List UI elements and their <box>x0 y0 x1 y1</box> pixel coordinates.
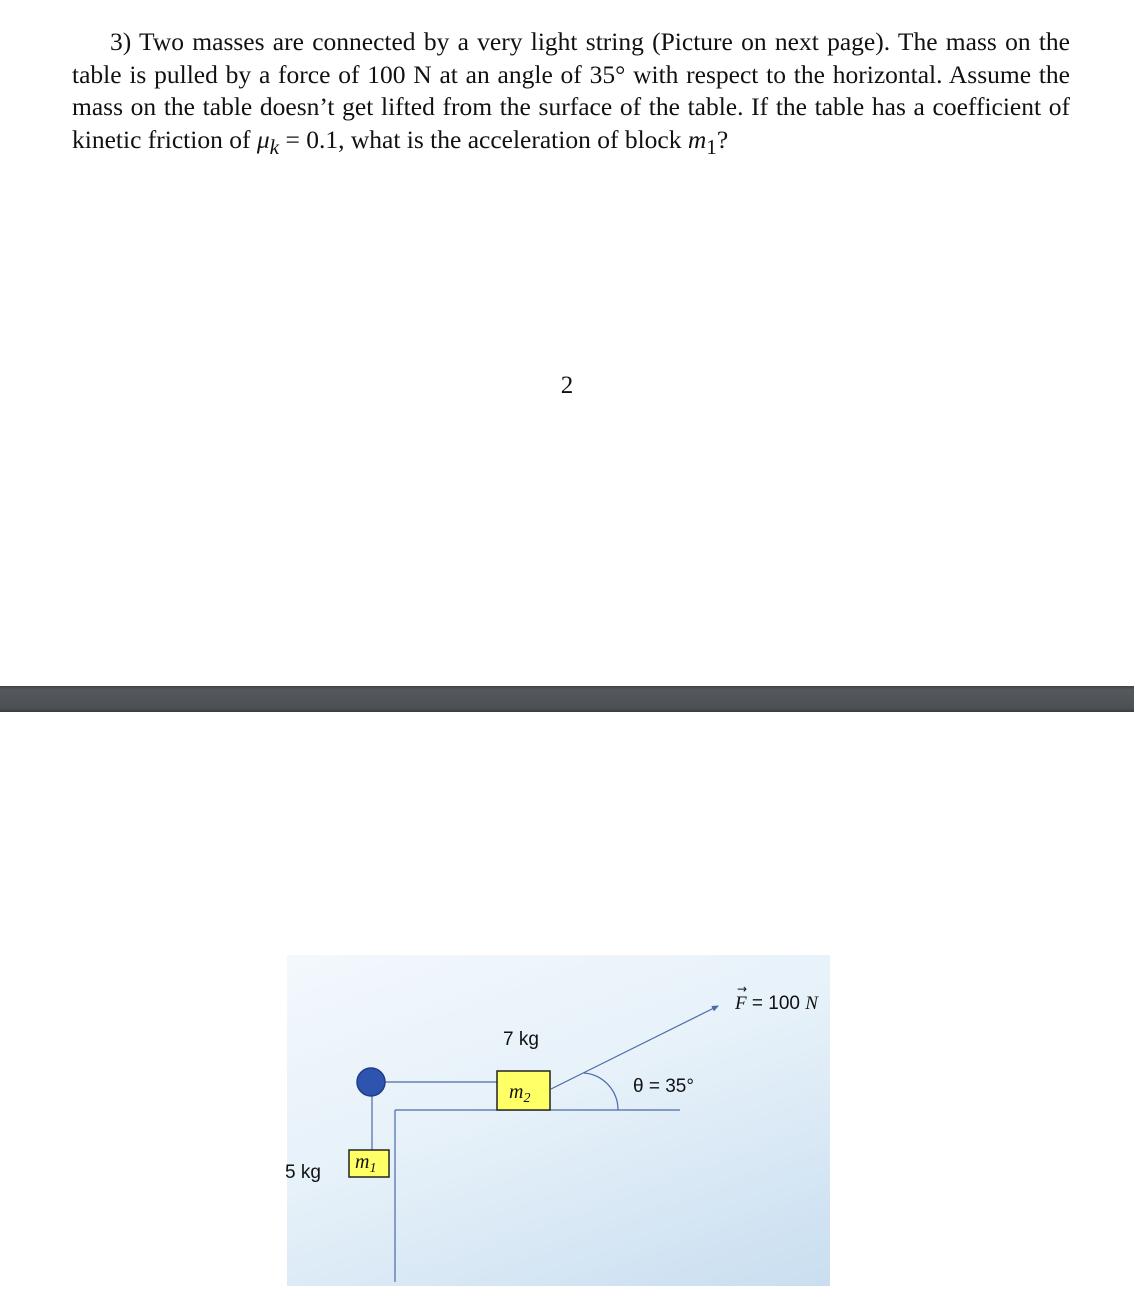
mu-subscript: k <box>269 134 280 159</box>
page-number: 2 <box>560 372 574 399</box>
vector-arrow-icon: → <box>737 982 748 996</box>
angle-label: θ = 35° <box>633 1076 694 1097</box>
problem-text-part-3: ? <box>716 124 729 154</box>
angle-arc <box>584 1073 618 1110</box>
mass-subscript: 1 <box>706 134 717 159</box>
force-label: F = 100 N <box>735 993 818 1014</box>
problem-number: 3) <box>110 27 132 56</box>
problem-text-part-2: = 0.1, what is the acceleration of block <box>279 124 688 154</box>
pulley <box>357 1068 385 1096</box>
m2-label: $m_2$ <box>509 1081 531 1106</box>
mass-symbol: m <box>687 124 707 154</box>
m1-label: $m_1$ <box>355 1151 377 1176</box>
mu-symbol: μ <box>256 124 270 154</box>
problem-text-part-1: Two masses are connected by a very light string (Picture on next page). The mass on the table is pulled by a force of 100 N at an angle of 35° with respect to the horizontal. Assume the mass on the table doesn’t get lifted from the surface of the table. If the table has a coefficient of kinetic friction of <box>72 27 1070 154</box>
table-mass-label: 7 kg <box>503 1029 539 1050</box>
hanging-mass-label: 5 kg <box>285 1162 321 1183</box>
